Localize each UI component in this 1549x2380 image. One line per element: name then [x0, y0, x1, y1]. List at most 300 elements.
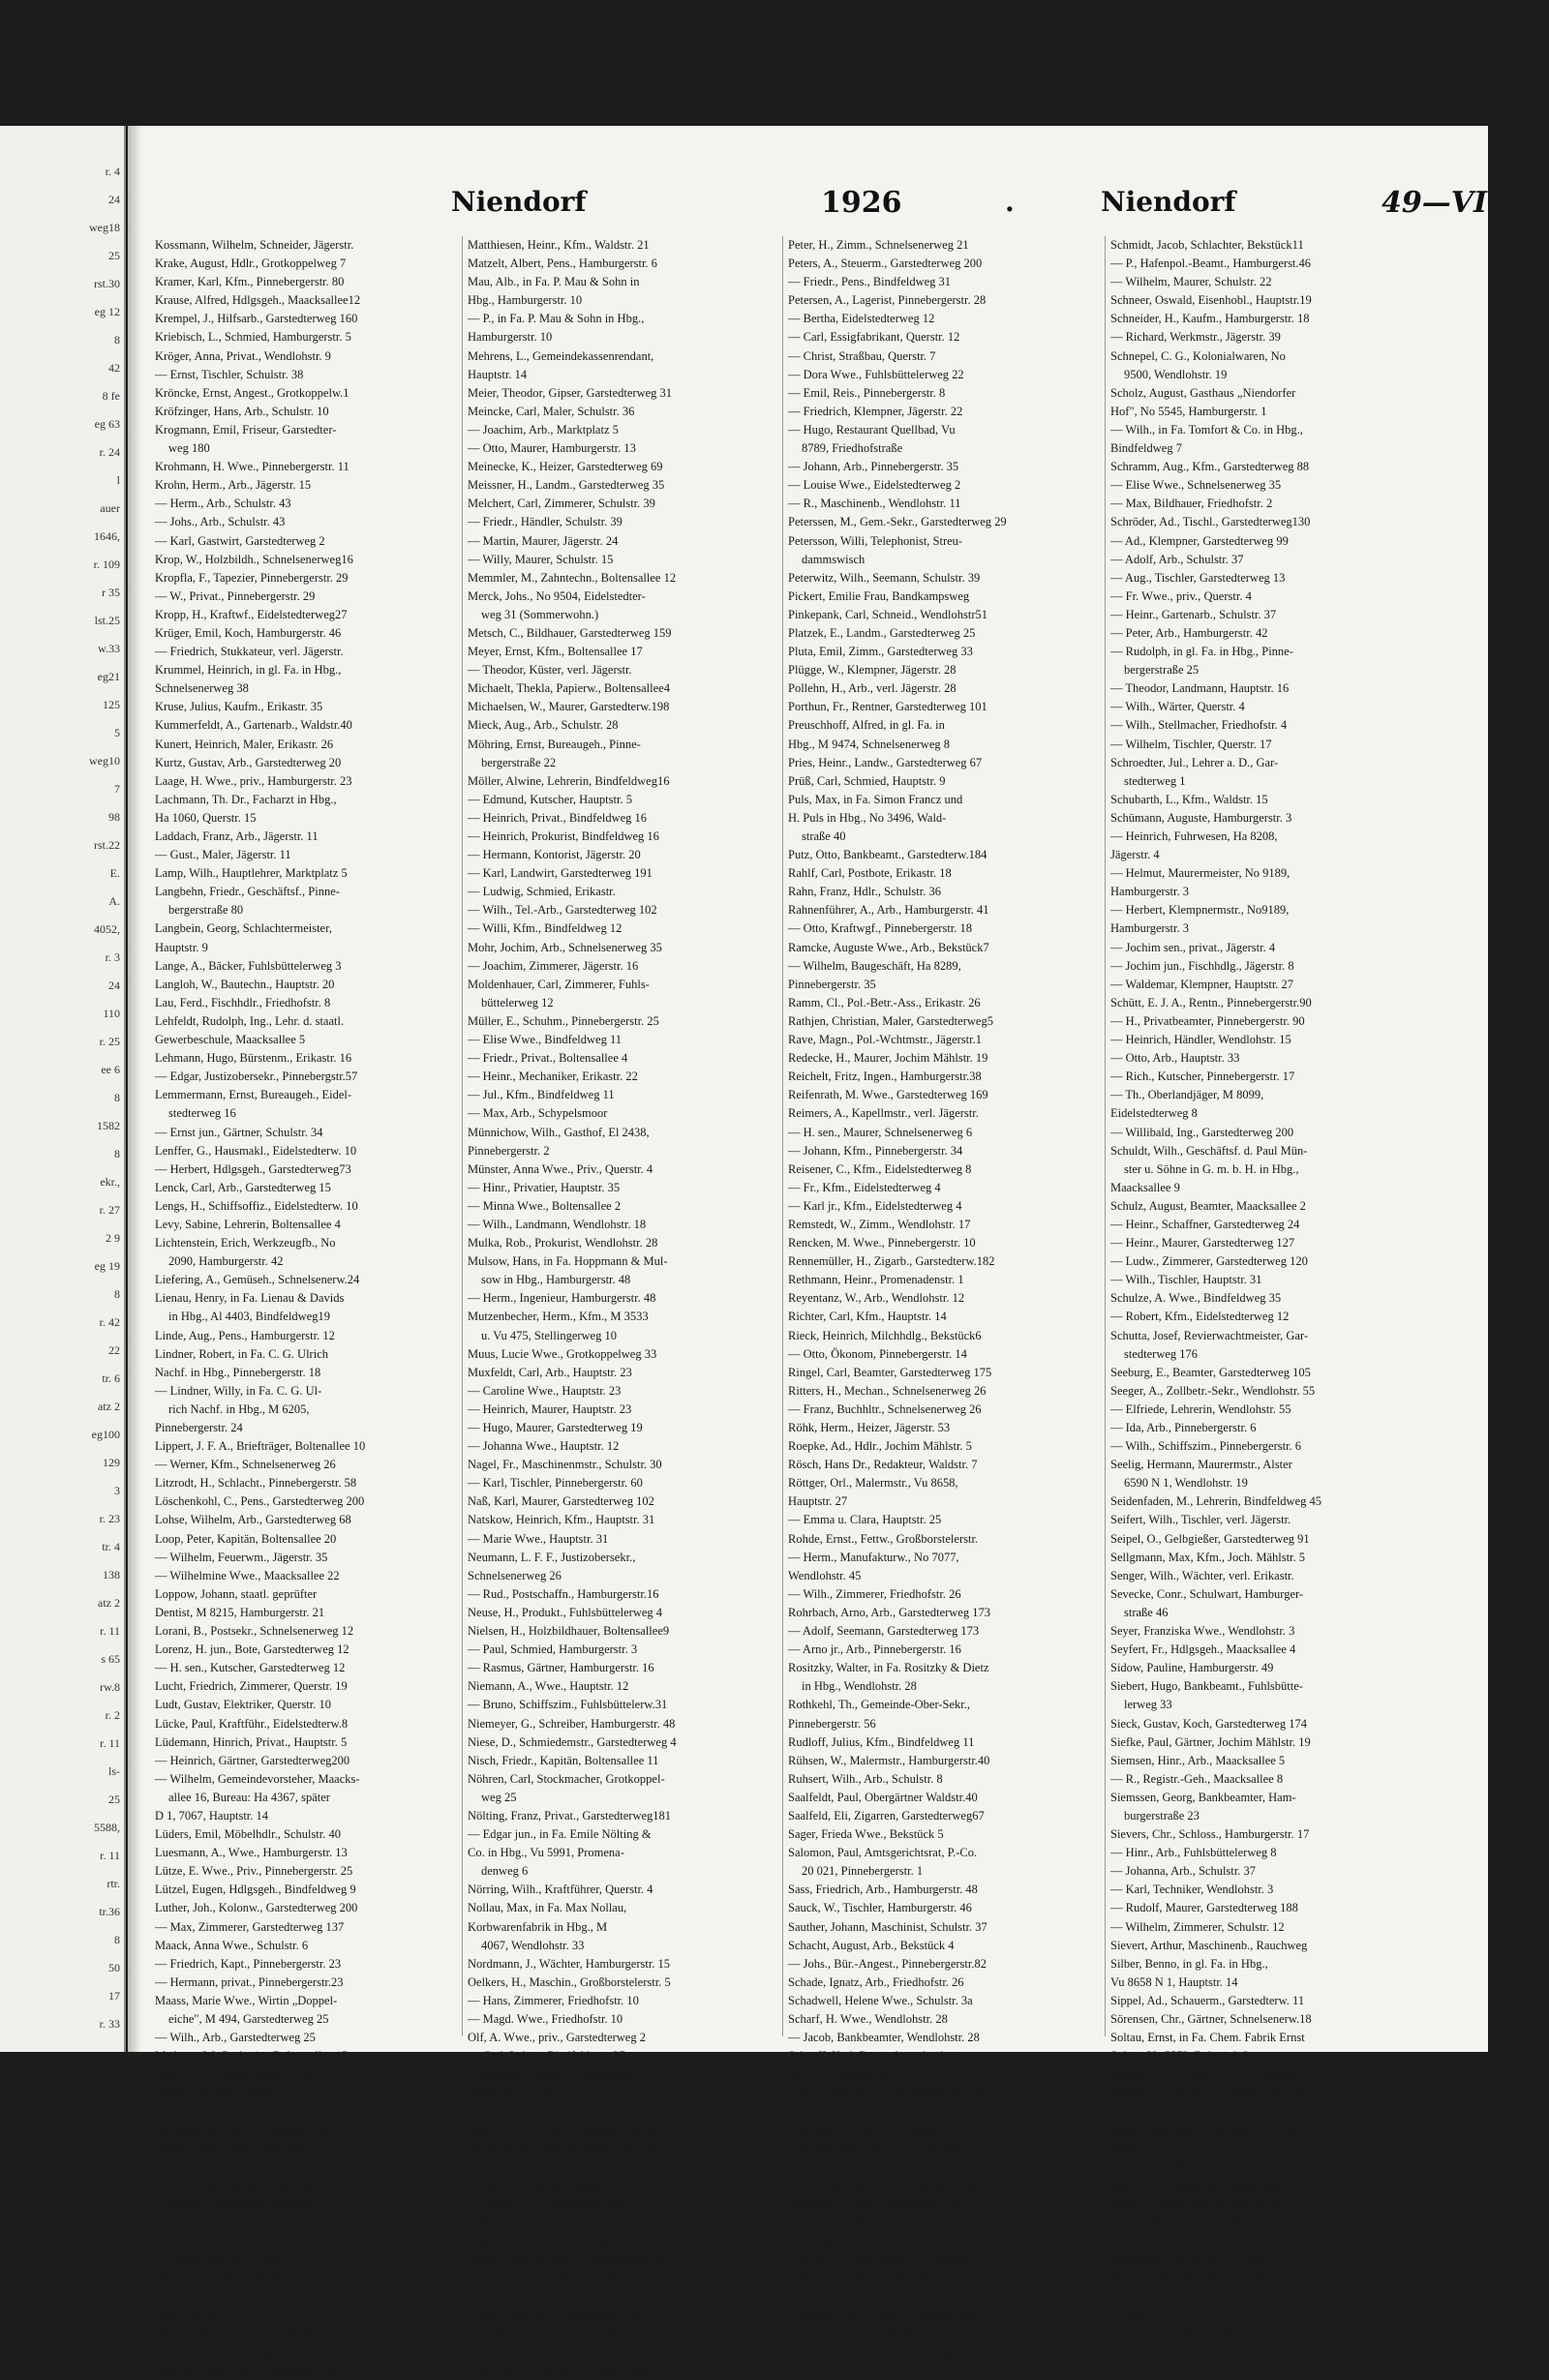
directory-entry: Kruse, Julius, Kaufm., Erikastr. 35	[155, 700, 323, 714]
directory-entry: — Johann, Kfm., Pinnebergerstr. 34	[788, 1143, 963, 1158]
directory-entry: Wendlohstr. 45	[788, 1568, 862, 1582]
directory-entry: — Wilh., Tischler, Hauptstr. 31	[1110, 1273, 1262, 1287]
directory-entry: — Jochim sen., privat., Jägerstr. 4	[1110, 940, 1276, 954]
directory-entry: Schauff, Karl, Dr. med., prakt. Arzt,	[788, 2049, 962, 2064]
directory-entry: — Herm., Arb., Schulstr. 43	[155, 497, 291, 511]
directory-entry: Schliesser, F. W., in Fa. Schliesser & Co.	[788, 2215, 987, 2230]
book-gutter	[124, 126, 126, 2052]
directory-entry: Rathjen, Christian, Maler, Garstedterweg5	[788, 1013, 993, 1028]
directory-entry: Hof", No 5545, Hamburgerstr. 1	[1110, 404, 1267, 418]
facing-page-text: eg 12	[94, 305, 120, 318]
directory-entry: — Elise Wwe., Bindfeldweg 11	[468, 1033, 622, 1047]
directory-entry: Richter, Carl, Kfm., Hauptstr. 14	[788, 1310, 947, 1324]
directory-entry: Co. in Hbg., Vu 5991, Promena-	[468, 1846, 624, 1860]
directory-entry: Sievert, Arthur, Maschinenb., Rauchweg	[1110, 1938, 1308, 1952]
directory-entry: — Rudolf, Maurer, Garstedterweg 188	[1110, 1901, 1298, 1915]
directory-entry: — Hinr., Privatier, Hauptstr. 35	[468, 1180, 621, 1194]
header-left-title: Niendorf	[451, 186, 587, 218]
directory-entry: Schulze, A. Wwe., Bindfeldweg 35	[1110, 1291, 1282, 1306]
directory-entry: Schümann, Auguste, Hamburgerstr. 3	[1110, 810, 1292, 825]
directory-entry: — Karl jr., Kfm., Eidelstedterweg 4	[788, 1198, 962, 1213]
directory-entry: Matt, Aug., Gärtner, Stellingerweg 8	[155, 2271, 332, 2285]
directory-entry: — Minna Wwe., Boltensallee 2	[468, 1198, 622, 1213]
directory-entry: Seelig, Hermann, Maurermstr., Alster	[1110, 1458, 1292, 1472]
directory-entry: — Felix, Steuermann, Boltensallee 12	[155, 2178, 340, 2192]
directory-entry: Stapelfeldt, Joh. Wwe., Schulstr. 10	[1110, 2252, 1284, 2267]
directory-entry: Hauptstr. 14	[468, 367, 528, 381]
facing-page-text: 25	[108, 249, 120, 262]
directory-entry: Rothkehl, Th., Gemeinde-Ober-Sekr.,	[788, 1698, 971, 1712]
directory-entry: Neumann, L. F. F., Justizobersekr.,	[468, 1550, 636, 1564]
directory-entry: — Christ, Straßbau, Querstr. 7	[788, 348, 936, 363]
directory-entry: Mulsow, Hans, in Fa. Hoppmann & Mul-	[468, 1254, 668, 1269]
directory-entry: — Heinr., Mechaniker, Erikastr. 22	[468, 1069, 638, 1084]
directory-entry: — Ida, Arb., Pinnebergerstr. 6	[1110, 1421, 1257, 1434]
directory-entry: Pahl, Carl, Buchdr., Schnelsenerweg 29	[468, 2215, 660, 2230]
directory-entry: Schütt, E. J. A., Rentn., Pinnebergerstr.90	[1110, 995, 1312, 1009]
directory-entry: — Wilhelm, Tischler, Querstr. 17	[1110, 737, 1272, 751]
facing-page-text: 42	[108, 361, 120, 375]
directory-entry: Meinecke, K., Heizer, Garstedterweg 69	[468, 460, 663, 474]
directory-entry: Röhk, Herm., Heizer, Jägerstr. 53	[788, 1421, 951, 1434]
directory-entry: Kriebisch, L., Schmied, Hamburgerstr. 5	[155, 330, 351, 345]
directory-entry: — Peter, Arb., Hamburgerstr. 42	[1110, 625, 1268, 640]
directory-entry: Plügge, W., Klempner, Jägerstr. 28	[788, 663, 957, 678]
directory-entry: — Willibald, Ing., Garstedterweg 200	[1110, 1125, 1294, 1139]
directory-entry: rich Nachf. in Hbg., M 6205,	[168, 1401, 310, 1416]
directory-entry: Oldenburg, Wilhelm, Schuhmmstr.,	[468, 2067, 640, 2082]
facing-page-text: 7	[114, 782, 120, 796]
directory-entry: — Heinr., Gartenarb., Schulstr. 37	[1110, 607, 1277, 621]
directory-entry: Sellgmann, Max, Kfm., Joch. Mählstr. 5	[1110, 1550, 1306, 1564]
directory-entry: Levy, Sabine, Lehrerin, Boltensallee 4	[155, 1217, 341, 1231]
directory-entry: Langbehn, Friedr., Geschäftsf., Pinne-	[155, 885, 340, 899]
directory-column-3	[788, 236, 1098, 2362]
directory-entry: Sass, Friedrich, Arb., Hamburgerstr. 48	[788, 1883, 978, 1897]
directory-entry: Schuldt, Wilh., Geschäftsf. d. Paul Mün-	[1110, 1143, 1308, 1158]
directory-entry: Seidenfaden, M., Lehrerin, Bindfeldweg 45	[1110, 1494, 1321, 1509]
facing-page-text: 8	[114, 1287, 120, 1301]
directory-entry: — Wilh., Landmann, Wendlohstr. 18	[468, 1217, 647, 1231]
directory-entry: Rudloff, Julius, Kfm., Bindfeldweg 11	[788, 1734, 975, 1749]
directory-entry: Kramer, Karl, Kfm., Pinnebergerstr. 80	[155, 275, 345, 289]
directory-entry: — Waldemar, Klempner, Hauptstr. 27	[1110, 977, 1294, 991]
directory-entry: — Wilh., Arb., Garstedterweg 25	[155, 2031, 316, 2045]
facing-page-text: 110	[103, 1007, 120, 1020]
directory-entry: — Fr. Wwe., priv., Querstr. 4	[1110, 588, 1252, 603]
directory-entry: eiche", M 494, Garstedterweg 25	[168, 2012, 329, 2026]
directory-entry: Kröger, Anna, Privat., Wendlohstr. 9	[155, 348, 331, 363]
directory-entry: — Rudolph, in gl. Fa. in Hbg., Pinne-	[1110, 645, 1293, 659]
directory-entry: Niese, D., Schmiedemstr., Garstedterweg 4	[468, 1734, 677, 1749]
directory-entry: Langbein, Georg, Schlachtermeister,	[155, 921, 332, 936]
directory-entry: — H., Privatbeamter, Pinnebergerstr. 90	[1110, 1013, 1305, 1028]
directory-entry: Seyfert, Fr., Hdlgsgeh., Maacksallee 4	[1110, 1642, 1296, 1657]
directory-entry: Lüders, Emil, Möbelhdlr., Schulstr. 40	[155, 1827, 342, 1842]
directory-entry: Ruhsert, Wilh., Arb., Schulstr. 8	[788, 1771, 943, 1786]
facing-page-text: ls-	[108, 1764, 120, 1778]
directory-entry: Linde, Aug., Pens., Hamburgerstr. 12	[155, 1328, 335, 1342]
directory-entry: Krause, Alfred, Hdlgsgeh., Maacksallee12	[155, 293, 361, 308]
directory-entry: Reichelt, Fritz, Ingen., Hamburgerstr.38	[788, 1069, 982, 1084]
directory-entry: — Heinrich, Gärtner, Garstedterweg200	[155, 1753, 350, 1767]
directory-entry: — Otto, Maurer, Hamburgerstr. 13	[468, 441, 636, 456]
directory-entry: Nordmann, J., Wächter, Hamburgerstr. 15	[468, 1956, 671, 1971]
directory-entry: Lucht, Friedrich, Zimmerer, Querstr. 19	[155, 1679, 348, 1694]
directory-entry: — Wilh., Zimmerer, Friedhofstr. 26	[788, 1586, 961, 1601]
directory-entry: 8789, Friedhofstraße	[802, 441, 903, 456]
directory-entry: Ramm, Cl., Pol.-Betr.-Ass., Erikastr. 26	[788, 995, 981, 1009]
directory-entry: — Karl, Tischler, Pinnebergerstr. 60	[468, 1476, 643, 1491]
directory-entry: Lehfeldt, Rudolph, Ing., Lehr. d. staatl.	[155, 1013, 345, 1028]
directory-entry: Pein, Dora Wwe., Hauptstr. 20	[468, 2326, 617, 2340]
directory-entry: Michaelt, Thekla, Papierw., Boltensallee4	[468, 681, 670, 696]
directory-entry: sow in Hbg., Hamburgerstr. 48	[481, 1273, 631, 1287]
directory-entry: Mau, Alb., in Fa. P. Mau & Sohn in	[468, 275, 640, 289]
directory-entry: Schröder, Ad., Tischl., Garstedterweg130	[1110, 515, 1311, 529]
directory-entry: Rencken, M. Wwe., Pinnebergerstr. 10	[788, 1236, 976, 1250]
facing-page-fragment	[0, 126, 124, 2052]
directory-entry: weg 25	[481, 1790, 517, 1804]
directory-entry: — Karl, Techniker, Wendlohstr. 3	[1110, 1883, 1274, 1897]
directory-entry: bergerstraße 25	[1124, 663, 1200, 678]
directory-entry: — Ernst jun., Gärtner, Schulstr. 34	[155, 1125, 323, 1139]
directory-entry: Petersson, Willi, Telephonist, Streu-	[788, 533, 963, 548]
facing-page-text: r. 42	[99, 1315, 120, 1329]
directory-entry: 20 021, Pinnebergerstr. 1	[802, 1864, 924, 1879]
directory-entry: Vu 8658 N 1, Hauptstr. 14	[1110, 1974, 1238, 1989]
directory-entry: — Heinrich, Prokurist, Bindfeldweg 16	[468, 829, 659, 843]
directory-entry: — Henriette, Privat., Schulstr. 7	[155, 2104, 311, 2119]
directory-entry: Kurtz, Gustav, Arb., Garstedterweg 20	[155, 755, 342, 769]
directory-entry: Sippel, Ad., Schauerm., Garstedterw. 11	[1110, 1993, 1305, 2007]
directory-column-1	[155, 236, 465, 2380]
directory-entry: — Jul., Kfm., Bindfeldweg 11	[468, 1088, 615, 1102]
directory-entry: — Wilhelmine Wwe., Maacksallee 22	[155, 1568, 340, 1582]
directory-entry: — Otto, Arb., Hauptstr. 33	[1110, 1051, 1240, 1066]
directory-entry: Luesmann, A., Wwe., Hamburgerstr. 13	[155, 1846, 348, 1860]
directory-entry: Siemsen, Hinr., Arb., Maacksallee 5	[1110, 1753, 1286, 1767]
directory-entry: Starken, Otto, Buchdrucker, Waldstr.	[1110, 2271, 1289, 2285]
directory-entry: Mallon, Wilh., Kfm., Boltensallee 7	[155, 2141, 329, 2155]
directory-entry: — Friedrich, Stukkateur, verl. Jägerstr.	[155, 645, 344, 659]
directory-entry: Markgraf, W., Maler, Garstedterweg 17	[155, 2123, 347, 2137]
directory-entry: — Edmund, Kutscher, Hauptstr. 5	[468, 792, 632, 806]
directory-entry: straße 40	[802, 829, 846, 843]
directory-entry: Münnichow, Wilh., Gasthof, El 2438,	[468, 1125, 650, 1139]
directory-entry: Pluta, Emil, Zimm., Garstedterweg 33	[788, 645, 973, 659]
directory-entry: No 2017, Maacksallee 20	[788, 2067, 912, 2082]
directory-entry: — Ludwig, Schmied, Erikastr.	[468, 885, 616, 899]
directory-entry: Löschenkohl, C., Pens., Garstedterweg 200	[155, 1494, 365, 1509]
directory-entry: Mehrens, L., Gemeindekassenrendant,	[468, 348, 654, 363]
directory-entry: 2090, Hamburgerstr. 42	[168, 1254, 284, 1269]
directory-entry: Seyer, Franziska Wwe., Wendlohstr. 3	[1110, 1624, 1295, 1639]
directory-entry: Neuse, H., Produkt., Fuhlsbüttelerweg 4	[468, 1605, 663, 1619]
directory-entry: Remstedt, W., Zimm., Wendlohstr. 17	[788, 1217, 971, 1231]
directory-entry: Pinnebergerstr. 24	[155, 1421, 243, 1434]
directory-entry: — H. sen., Kutscher, Garstedterweg 12	[155, 1661, 346, 1675]
directory-entry: — Johanna Wwe., Hauptstr. 12	[468, 1439, 620, 1454]
directory-entry: Schulz, August, Beamter, Maacksallee 2	[1110, 1198, 1306, 1213]
directory-entry: Kröfzinger, Hans, Arb., Schulstr. 10	[155, 404, 329, 418]
facing-page-text: lst.25	[94, 614, 120, 627]
directory-entry: Hauptstr. 4	[1110, 2141, 1164, 2155]
directory-entry: Lau, Ferd., Fischhdlr., Friedhofstr. 8	[155, 995, 331, 1009]
facing-page-text: w.33	[98, 642, 120, 655]
directory-entry: ster u. Söhne in G. m. b. H. in Hbg.,	[1124, 1161, 1299, 1176]
directory-entry: — Gust., Maler, Jägerstr. 11	[155, 848, 291, 862]
directory-entry: Dentist, M 8215, Hamburgerstr. 21	[155, 1605, 325, 1619]
directory-entry: Lienau, Henry, in Fa. Lienau & Davids	[155, 1291, 345, 1306]
directory-entry: Sonntag, Fr., Grünw., Pinnebergerstr. 20	[1110, 2086, 1306, 2100]
directory-column-4	[1110, 236, 1420, 2362]
directory-entry: Scheel, Max, Stepper, Hamburgerstr. 16	[788, 2086, 982, 2100]
facing-page-text: s 65	[101, 1652, 120, 1666]
directory-entry: — Heinrich, Garstedterweg 69	[468, 2271, 618, 2285]
directory-entry: — Marie Wwe., Hauptstr. 31	[468, 1531, 609, 1546]
facing-page-text: l	[116, 473, 120, 487]
directory-page	[128, 126, 1488, 2377]
directory-entry: Rahnenführer, A., Arb., Hamburgerstr. 41	[788, 903, 989, 918]
directory-entry: — Willi, Kfm., Bindfeldweg 12	[468, 921, 623, 936]
directory-entry: — Gustav, Buchdrucker, verl. Jägerstr.	[788, 2344, 976, 2359]
facing-page-text: 125	[103, 698, 120, 711]
directory-entry: — Dora Wwe., Fuhlsbüttelerweg 22	[788, 367, 964, 381]
directory-entry: Hbg., Hamburgerstr. 10	[468, 293, 583, 308]
directory-entry: Seipel, O., Gelbgießer, Garstedterweg 91	[1110, 1531, 1310, 1546]
directory-entry: weg 42	[1124, 2307, 1160, 2322]
directory-entry: D 1, 7067, Hauptstr. 14	[155, 1808, 269, 1823]
directory-entry: — Friedr., Arb., Friedhofstr. 10	[788, 2326, 940, 2340]
directory-entry: Peter, H., Zimm., Schnelsenerweg 21	[788, 238, 969, 252]
directory-entry: Sauther, Johann, Maschinist, Schulstr. 37	[788, 1919, 987, 1934]
directory-entry: Puls, Max, in Fa. Simon Francz und	[788, 792, 963, 806]
directory-entry: — Friedr., Pens., Bindfeldweg 31	[788, 275, 952, 289]
directory-entry: Schildhorn, Chr., Arb., Schnelsenerweg 29	[788, 2178, 995, 2192]
directory-entry: Stadler, A., Eidelstedterweg 2	[1110, 2234, 1255, 2248]
facing-page-text: tr. 6	[102, 1371, 120, 1385]
directory-entry: u. Vu 475, Stellingerweg 10	[481, 1328, 617, 1342]
directory-entry: Lenck, Carl, Arb., Garstedterweg 15	[155, 1180, 331, 1194]
facing-page-text: r 35	[102, 586, 120, 599]
directory-entry: — Johs., Bür.-Angest., Pinnebergerstr.82	[788, 1956, 987, 1971]
directory-entry: Preuschhoff, Alfred, in gl. Fa. in	[788, 718, 945, 733]
directory-entry: Lachmann, Th. Dr., Facharzt in Hbg.,	[155, 792, 337, 806]
directory-entry: Nachf. in Hbg., Pinnebergerstr. 18	[155, 1365, 321, 1379]
facing-page-text: eg100	[91, 1428, 120, 1441]
directory-entry: Loop, Peter, Kapitän, Boltensallee 20	[155, 1531, 337, 1546]
directory-entry: Scholz, August, Gasthaus „Niendorfer	[1110, 385, 1296, 400]
directory-entry: Möller, Alwine, Lehrerin, Bindfeldweg16	[468, 773, 670, 788]
directory-entry: Hauptstr. 27	[788, 1494, 848, 1509]
directory-entry: Schubarth, L., Kfm., Waldstr. 15	[1110, 792, 1268, 806]
directory-entry: Lützel, Eugen, Hdlgsgeh., Bindfeldweg 9	[155, 1883, 356, 1897]
directory-entry: Schramm, Aug., Kfm., Garstedterweg 88	[1110, 460, 1310, 474]
facing-page-text: 1582	[97, 1119, 120, 1132]
directory-entry: Hamburgerstr. 10	[468, 2086, 553, 2100]
directory-entry: — Karl, Gastwirt, Garstedterweg 2	[155, 533, 325, 548]
directory-entry: — Robert, Kfm., Eidelstedterweg 12	[1110, 1310, 1290, 1324]
directory-entry: Sörensen, Chr., Gärtner, Schnelsenerw.18	[1110, 2012, 1312, 2026]
directory-entry: Metsch, C., Bildhauer, Garstedterweg 159	[468, 625, 672, 640]
directory-entry: Silber, Benno, in gl. Fa. in Hbg.,	[1110, 1956, 1268, 1971]
directory-entry: Schneer, Oswald, Eisenhobl., Hauptstr.19	[1110, 293, 1312, 308]
directory-entry: in Hbg., Wendlohstr. 28	[802, 1679, 917, 1694]
directory-entry: 4067, Wendlohstr. 33	[481, 1938, 585, 1952]
directory-entry: Mieck, Aug., Arb., Schulstr. 28	[468, 718, 619, 733]
directory-entry: Spirling, Adolf, Arb., Hamburgerstr. 21	[1110, 2196, 1301, 2211]
directory-entry: Natskow, Heinrich, Kfm., Hauptstr. 31	[468, 1513, 655, 1527]
directory-entry: Ha 1060, Querstr. 15	[155, 810, 257, 825]
directory-entry: Schlüter, Adolf, Arb., Friedhofstr. 10	[788, 2271, 966, 2285]
directory-entry: Lorani, B., Postsekr., Schnelsenerweg 12	[155, 1624, 354, 1639]
directory-entry: Hamburgerstr. 3	[1110, 921, 1190, 936]
directory-entry: Siebert, Hugo, Bankbeamt., Fuhlsbütte-	[1110, 1679, 1303, 1694]
directory-entry: — Emma u. Clara, Hauptstr. 25	[788, 1513, 942, 1527]
directory-entry: dammswisch	[802, 552, 866, 566]
directory-entry: — Wilh., in Fa. Tomfort & Co. in Hbg.,	[1110, 422, 1303, 437]
directory-entry: — R., Maschinenb., Wendlohstr. 11	[788, 497, 961, 511]
directory-entry: — Ludw., Zimmerer, Garstedterweg 120	[1110, 1254, 1308, 1269]
facing-page-text: 5	[114, 726, 120, 739]
directory-entry: Pinnebergerstr. 56	[788, 1716, 876, 1731]
directory-entry: — Fr., Kfm., Eidelstedterweg 4	[788, 1180, 941, 1194]
directory-entry: Redecke, H., Maurer, Jochim Mählstr. 19	[788, 1051, 988, 1066]
directory-entry: Matthiessen, Heinrich J., in gl. Fa. in	[155, 2289, 335, 2304]
directory-entry: — Th., Oberlandjäger, M 8099,	[1110, 1088, 1264, 1102]
directory-entry: Mutzenbecher, Herm., Kfm., M 3533	[468, 1310, 649, 1324]
directory-entry: Rahlf, Carl, Postbote, Erikastr. 18	[788, 866, 952, 881]
directory-entry: Luther, Joh., Kolonw., Garstedterweg 200	[155, 1901, 358, 1915]
directory-entry: Ossius, Karl, Dreher, Garstedterweg 26	[468, 2123, 659, 2137]
directory-entry: — Hinr., Arb., Fuhlsbüttelerweg 8	[1110, 1846, 1277, 1860]
directory-column-2	[468, 236, 777, 2380]
directory-entry: Niemeyer, G., Schreiber, Hamburgerstr. 48	[468, 1716, 676, 1731]
directory-entry: — Martin, Maurer, Jägerstr. 24	[468, 533, 619, 548]
facing-page-text: r. 23	[99, 1512, 120, 1525]
directory-entry: Roepke, Ad., Hdlr., Jochim Mählstr. 5	[788, 1439, 972, 1454]
directory-entry: Schroedter, Jul., Lehrer a. D., Gar-	[1110, 755, 1279, 769]
directory-entry: — Wilhelm, Maurer, Schulstr. 22	[1110, 275, 1272, 289]
directory-entry: weg 180	[168, 441, 210, 456]
directory-entry: in Hbg., Al 4403, Bindfeldweg19	[168, 1310, 331, 1324]
directory-entry: Schneider, H., Kaufm., Hamburgerstr. 18	[1110, 312, 1310, 326]
directory-entry: — Heinr., Arb., Hauptstr. 19	[468, 2344, 606, 2359]
directory-entry: — Otto, Ökonom, Pinnebergerstr. 14	[788, 1346, 967, 1361]
directory-entry: — Friedr., Händler, Schulstr. 39	[468, 515, 623, 529]
directory-entry: — Bertha, Eidelstedterweg 12	[788, 312, 935, 326]
directory-entry: Peters, A., Steuerm., Garstedterweg 200	[788, 256, 983, 271]
directory-entry: Pinnebergerstr. 2	[468, 1143, 550, 1158]
directory-entry: Müller, E., Schuhm., Pinnebergerstr. 25	[468, 1013, 659, 1028]
directory-entry: Reimers, A., Kapellmstr., verl. Jägerstr.	[788, 1106, 979, 1121]
directory-entry: — Rudolf, Arb., Eidelstedterweg 14	[468, 2196, 643, 2211]
directory-entry: Pauls, Wilhelm, Stellmacher, Schulstr. 6	[468, 2289, 662, 2304]
directory-entry: Sottorf, Joachim, Hofbesitzer, M 7638,	[1110, 2123, 1300, 2137]
facing-page-text: 8	[114, 1147, 120, 1160]
directory-entry: Krogmann, Emil, Friseur, Garstedter-	[155, 422, 337, 437]
directory-entry: Maass, Marie Wwe., Wirtin „Doppel-	[155, 1993, 338, 2007]
directory-entry: Mulka, Rob., Prokurist, Wendlohstr. 28	[468, 1236, 658, 1250]
directory-entry: Meyer, Ernst, Kfm., Boltensallee 17	[468, 645, 643, 659]
facing-page-text: 17	[108, 1989, 120, 2003]
facing-page-text: tr.36	[99, 1905, 120, 1918]
directory-entry: Lehmann, Hugo, Bürstenm., Erikastr. 16	[155, 1051, 352, 1066]
directory-entry: Rave, Magn., Pol.-Wchtmstr., Jägerstr.1	[788, 1033, 982, 1047]
directory-entry: — W., Privat., Pinnebergerstr. 29	[155, 588, 316, 603]
directory-entry: Kummerfeldt, A., Gartenarb., Waldstr.40	[155, 718, 352, 733]
directory-entry: — Wilh., Schiffszim., Pinnebergerstr. 6	[1110, 1439, 1302, 1454]
directory-entry: Lichtenstein, Erich, Werkzeugfb., No	[155, 1236, 336, 1250]
directory-entry: — H. sen., Maurer, Schnelsenerweg 6	[788, 1125, 973, 1139]
facing-page-text: tr. 4	[102, 1540, 120, 1553]
directory-entry: Ramcke, Auguste Wwe., Arb., Bekstück7	[788, 940, 989, 954]
directory-entry: Seeburg, E., Beamter, Garstedterweg 105	[1110, 1365, 1311, 1379]
directory-entry: Lorenz, H. jun., Bote, Garstedterweg 12	[155, 1642, 349, 1657]
directory-entry: Soltau, Ernst, in Fa. Chem. Fabrik Ernst	[1110, 2031, 1305, 2045]
directory-entry: Ritters, H., Mechan., Schnelsenerweg 26	[788, 1383, 987, 1398]
directory-entry: — Wilh., Stellmacher, Friedhofstr. 4	[1110, 718, 1288, 733]
directory-entry: Reifenrath, M. Wwe., Garstedterweg 169	[788, 1088, 988, 1102]
directory-entry: Scharf, H. Wwe., Wendlohstr. 28	[788, 2012, 948, 2026]
directory-entry: Peterwitz, Wilh., Seemann, Schulstr. 39	[788, 570, 981, 585]
directory-entry: Marynek, J., Reisewärter, Rieselfeld	[155, 2234, 331, 2248]
directory-entry: Reisener, C., Kfm., Eidelstedterweg 8	[788, 1161, 972, 1176]
directory-entry: Eidelstedterweg 8	[1110, 1106, 1198, 1121]
directory-entry: — Otto, Kraftwgf., Pinnebergerstr. 18	[788, 921, 973, 936]
facing-page-text: r. 11	[100, 1736, 120, 1750]
directory-entry: — Adolf, Seemann, Garstedterweg 173	[788, 1624, 980, 1639]
facing-page-text: 129	[103, 1456, 120, 1469]
directory-entry: Porthun, Fr., Rentner, Garstedterweg 101	[788, 700, 987, 714]
directory-entry: — Helmut, Maurermeister, No 9189,	[1110, 866, 1291, 881]
facing-page-text: 98	[108, 810, 120, 824]
directory-entry: Lindner, Robert, in Fa. C. G. Ulrich	[155, 1346, 328, 1361]
directory-entry: — Aug., Tischler, Garstedterweg 13	[1110, 570, 1286, 585]
directory-entry: Pollehn, H., Arb., verl. Jägerstr. 28	[788, 681, 957, 696]
directory-entry: — Rasmus, Gärtner, Hamburgerstr. 16	[468, 1661, 654, 1675]
directory-entry: Korbwarenfabrik in Hbg., M	[468, 1919, 608, 1934]
directory-entry: Lemmermann, Ernst, Bureaugeh., Eidel-	[155, 1088, 352, 1102]
column-divider	[462, 236, 463, 2036]
directory-entry: Lamp, Wilh., Hauptlehrer, Marktplatz 5	[155, 866, 348, 881]
directory-entry: Paasburg, Hinrich, Kutscher, Hauptstr. 26	[468, 2159, 670, 2174]
directory-entry: — Heinr., Schaffner, Garstedterweg 24	[1110, 1217, 1300, 1231]
facing-page-text: r. 27	[99, 1203, 120, 1217]
directory-entry: Pantelmann, W. Wwe., Hauptstr. 19	[468, 2234, 641, 2248]
directory-entry: Schilling, H., Kfm., Wendlohstr. 16	[788, 2196, 960, 2211]
directory-entry: Langloh, W., Bautechn., Hauptstr. 20	[155, 977, 335, 991]
directory-entry: — Johann, Arb., Pinnebergerstr. 35	[788, 460, 959, 474]
directory-entry: Bindfeldweg 7	[1110, 441, 1182, 456]
directory-entry: Gewerbeschule, Maacksallee 5	[155, 1033, 306, 1047]
directory-entry: Lenffer, G., Hausmakl., Eidelstedterw. 10	[155, 1143, 357, 1158]
directory-entry: Steckelberg, W., Postsekr., Garstedter-	[1110, 2289, 1296, 2304]
directory-entry: Muxfeldt, Carl, Arb., Hauptstr. 23	[468, 1365, 632, 1379]
directory-entry: Maack, Anna Wwe., Schulstr. 6	[155, 1938, 309, 1952]
facing-page-text: weg10	[89, 754, 120, 768]
directory-entry: stedterweg 16	[168, 1106, 236, 1121]
directory-entry: — Jacob, Bankbeamter, Wendlohstr. 28	[788, 2031, 980, 2045]
directory-entry: stedterweg 176	[1124, 1346, 1199, 1361]
directory-entry: — Hans, Zimmerer, Friedhofstr. 10	[468, 1993, 639, 2007]
directory-entry: stedterweg 1	[1124, 773, 1186, 788]
facing-page-text: rtr.	[106, 1877, 120, 1890]
facing-page-text: r. 3	[105, 950, 120, 964]
directory-entry: lerweg 33	[1124, 1698, 1172, 1712]
directory-entry: Möhring, Ernst, Bureaugeh., Pinne-	[468, 737, 641, 751]
